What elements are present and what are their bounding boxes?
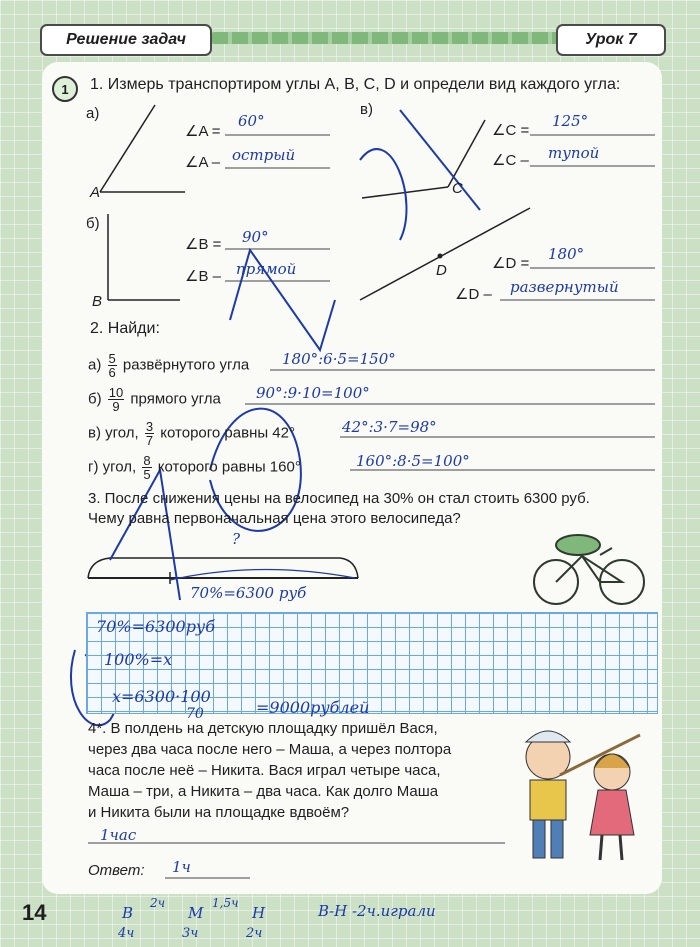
children-illustration: [526, 731, 640, 860]
angle-c-type-label: ∠C –: [492, 152, 529, 169]
task4-line5: и Никита были на площадке вдвоём?: [88, 804, 350, 821]
scribble-15h: 1,5ч: [212, 896, 239, 910]
angle-b-measure-answer: 90°: [242, 228, 269, 246]
angle-b-type-label: ∠B –: [185, 268, 221, 285]
angle-c-measure-answer: 125°: [552, 112, 589, 130]
angle-a-measure-answer: 60°: [238, 112, 265, 130]
task2-item-d: г) угол, $\frac{8}{5}$ которого равны 160°: [88, 453, 301, 482]
scribble-right: В-Н -2ч.играли: [318, 902, 436, 920]
scribble-n: Н: [252, 904, 266, 922]
diagram-question: ?: [232, 530, 241, 548]
task2-item-a: а) $\frac{5}{6}$ развёрнутого угла: [88, 351, 250, 380]
angle-a-type-answer: острый: [232, 146, 296, 164]
task1-title: 1. Измерь транспортиром углы A, B, C, D и определи вид каждого угла:: [90, 76, 621, 93]
task1-part-b-label: б): [86, 215, 100, 232]
scribble-2h-b: 2ч: [246, 926, 263, 941]
angle-d-measure-label: ∠D =: [492, 255, 530, 272]
angle-a-ray2: [100, 105, 155, 192]
task2-item-c: в) угол, $\frac{3}{7}$ которого равны 42°: [88, 419, 295, 448]
solution-denominator: 70: [186, 706, 204, 722]
task-marker: 1: [52, 76, 78, 102]
task3-line1: 3. После снижения цены на велосипед на 30% он стал стоить 6300 руб.: [88, 490, 590, 507]
solution-result: =9000рублей: [256, 698, 370, 717]
vertex-b: B: [92, 293, 103, 310]
angle-c-type-answer: тупой: [548, 144, 600, 162]
angle-d-measure-answer: 180°: [548, 245, 585, 263]
task2-item-a-answer: 180°:6·5=150°: [282, 350, 396, 368]
task1-part-a-label: а): [86, 105, 100, 122]
angle-a-measure-label: ∠A =: [185, 123, 221, 140]
task1-part-c-label: в): [360, 101, 373, 118]
angle-b-measure-label: ∠B =: [185, 236, 222, 253]
scribble-v: В: [122, 904, 134, 922]
vertex-d: D: [436, 262, 447, 279]
vertex-c: C: [452, 180, 463, 197]
lesson-title: Урок 7: [556, 24, 666, 56]
price-brace: [88, 558, 358, 578]
solution-line2: 100%=x: [104, 650, 173, 669]
scribble-m: М: [188, 904, 204, 922]
task2-item-b: б) $\frac{10}{9}$ прямого угла: [88, 385, 221, 414]
angle-c-measure-label: ∠C =: [492, 122, 530, 139]
answer-label: Ответ:: [88, 862, 145, 879]
task4-line4: Маша – три, а Никита – два часа. Как долго Маша: [88, 783, 439, 800]
diagram-note: 70%=6300 руб: [190, 584, 307, 602]
angle-d-type-label: ∠D –: [455, 286, 492, 303]
section-title: Решение задач: [40, 24, 212, 56]
solution-line1: 70%=6300руб: [96, 617, 215, 636]
answer-value: 1ч: [172, 858, 191, 876]
vertex-a: A: [90, 184, 101, 201]
task2-item-b-answer: 90°:9·10=100°: [256, 384, 370, 402]
angle-a-type-label: ∠A –: [185, 154, 221, 171]
angle-d-type-answer: развернутый: [510, 278, 619, 296]
solution-line3: x=6300·100: [112, 687, 211, 706]
task4-line1: 4*. В полдень на детскую площадку пришёл Вася,: [88, 720, 438, 737]
angle-d-point: [438, 254, 443, 259]
bicycle-illustration: [534, 535, 644, 604]
scribble-3h: 3ч: [182, 926, 199, 941]
angle-d-line: [360, 208, 530, 300]
angle-b-type-answer: прямой: [236, 260, 297, 278]
task4-line3: часа после неё – Никита. Вася играл четыре часа,: [88, 762, 441, 779]
task2-title: 2. Найди:: [90, 320, 160, 337]
task3-line2: Чему равна первоначальная цена этого велосипеда?: [88, 510, 461, 527]
scribble-2h: 2ч: [150, 896, 166, 910]
task4-work: 1час: [100, 826, 137, 844]
scribble-4h: 4ч: [118, 926, 135, 941]
task2-item-d-answer: 160°:8·5=100°: [356, 452, 470, 470]
page-number: 14: [22, 900, 47, 925]
task4-line2: через два часа после него – Маша, а через полтора: [88, 741, 452, 758]
task2-item-c-answer: 42°:3·7=98°: [342, 418, 437, 436]
